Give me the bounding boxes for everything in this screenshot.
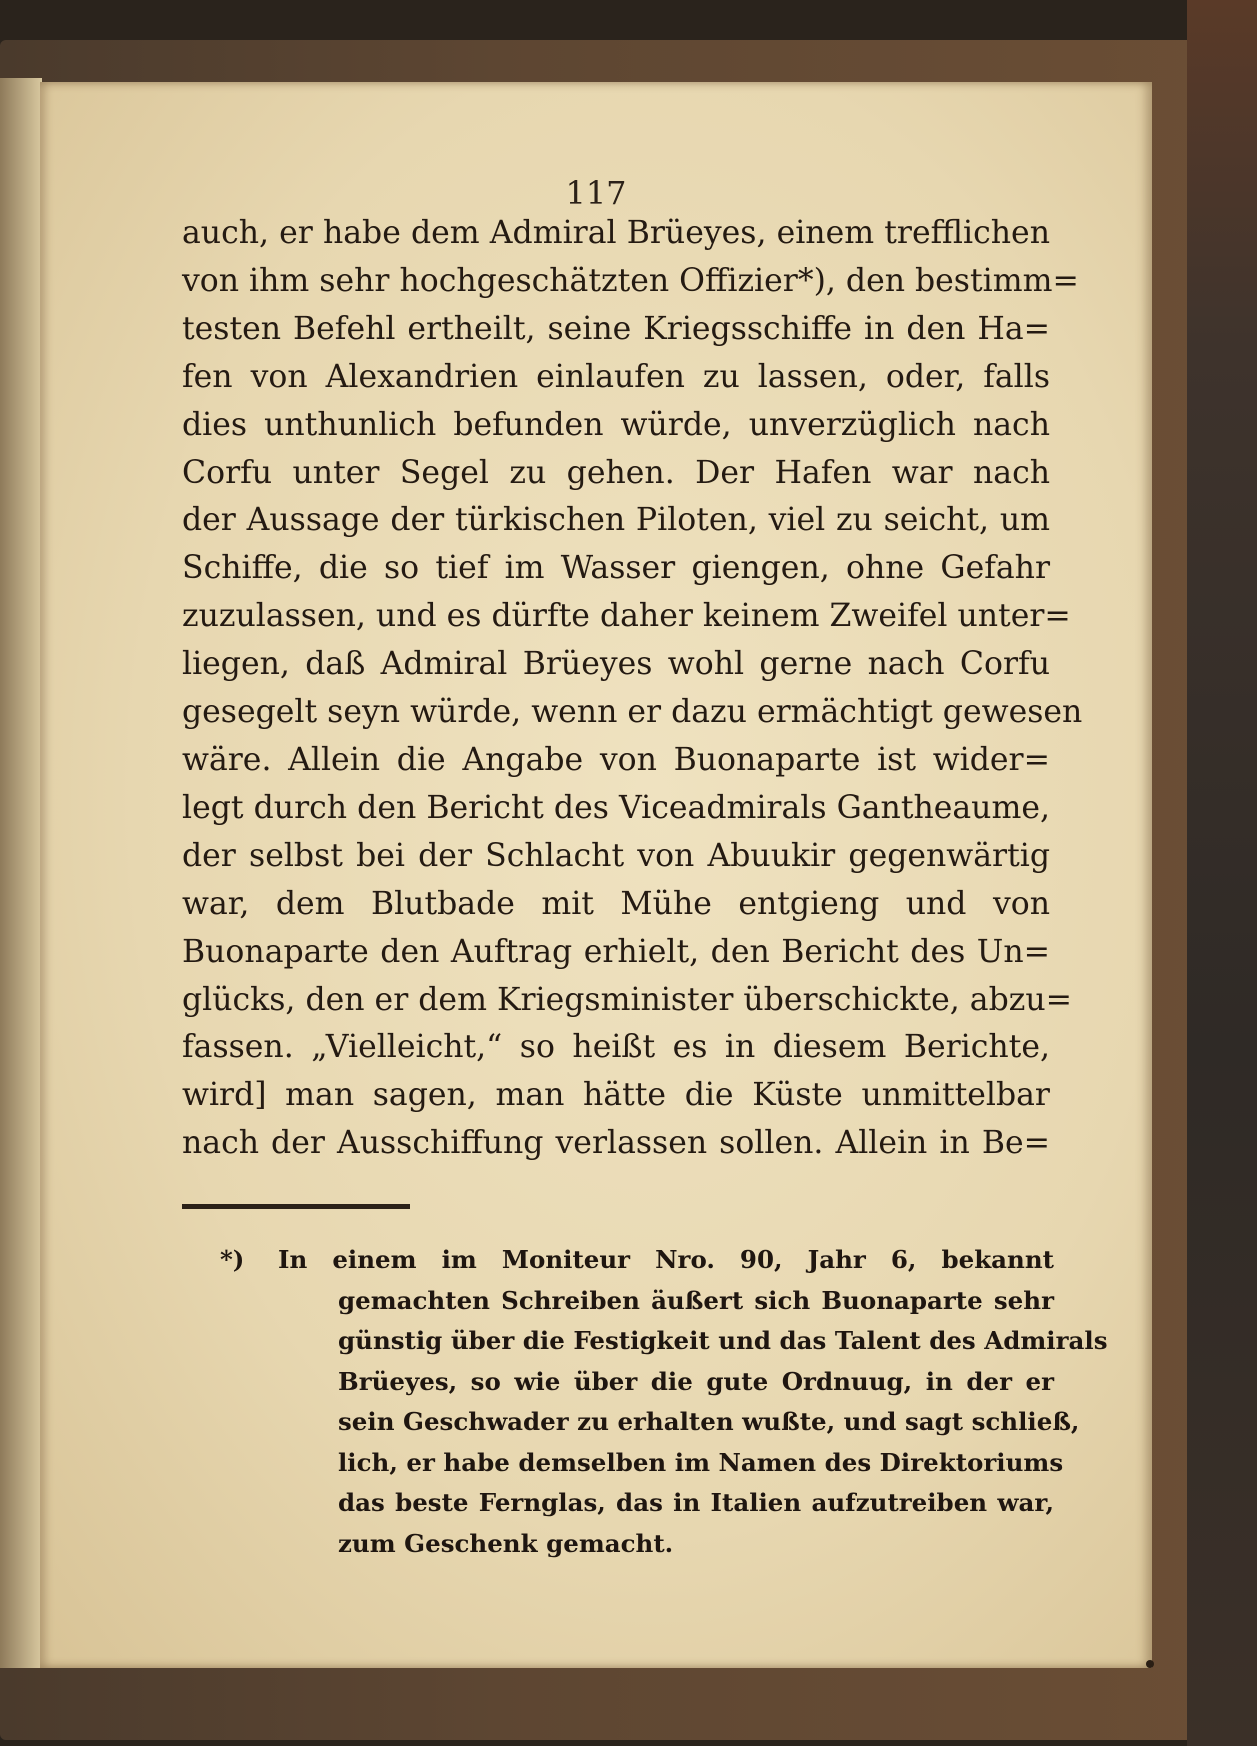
body-line: der selbst bei der Schlacht von Abuukir gegenwärtig [182, 837, 1050, 874]
body-line: liegen, daß Admiral Brüeyes wohl gerne nach Corfu [182, 646, 1050, 683]
footnote-line: günstig über die Festigkeit und das Talent des Admirals [338, 1326, 1108, 1355]
body-line: dies unthunlich befunden würde, unverzüglich nach [182, 406, 1050, 443]
body-line: von ihm sehr hochgeschätzten Offizier*), den bestimm= [182, 262, 1079, 299]
footnote-line: das beste Fernglas, das in Italien aufzutreiben war, [338, 1488, 1054, 1517]
footnote-line: sein Geschwader zu erhalten wußte, und sagt schließ, [338, 1407, 1080, 1436]
body-line: war, dem Blutbade mit Mühe entgieng und von [182, 885, 1050, 922]
body-line: zuzulassen, und es dürfte daher keinem Zweifel unter= [182, 598, 1071, 635]
body-line: glücks, den er dem Kriegsminister überschickte, abzu= [182, 981, 1073, 1018]
footnote-line: lich, er habe demselben im Namen des Direktoriums [338, 1447, 1064, 1477]
body-line: gesegelt seyn würde, wenn er dazu ermächtigt gewesen [182, 694, 1083, 731]
book-page [40, 82, 1152, 1668]
body-line: Buonaparte den Auftrag erhielt, den Bericht des Un= [182, 933, 1050, 970]
ink-speck [1146, 1660, 1154, 1668]
body-line: legt durch den Bericht des Viceadmirals Gantheaume, [182, 789, 1050, 826]
body-line: Schiffe, die so tief im Wasser giengen, ohne Gefahr [182, 550, 1050, 587]
body-line: wird] man sagen, man hätte die Küste unmittelbar [182, 1077, 1050, 1114]
body-line: der Aussage der türkischen Piloten, viel zu seicht, um [182, 502, 1050, 539]
body-line: Corfu unter Segel zu gehen. Der Hafen war nach [182, 454, 1050, 491]
footnote-line [220, 1240, 1054, 1281]
footnote-line: zum Geschenk gemacht. [338, 1528, 674, 1558]
footnote [220, 1240, 1108, 1564]
footnote-line-text: In einem im Moniteur Nro. 90, Jahr 6, bekannt [278, 1245, 1054, 1274]
page-number: 117 [565, 174, 627, 212]
body-text [182, 210, 1083, 1168]
body-line: nach der Ausschiffung verlassen sollen. Allein in Be= [182, 1125, 1050, 1162]
footnote-rule [182, 1204, 410, 1209]
facing-page-edge [0, 78, 42, 1668]
body-line: wäre. Allein die Angabe von Buonaparte ist wider= [182, 741, 1050, 778]
body-line: testen Befehl ertheilt, seine Kriegsschiffe in den Ha= [182, 310, 1050, 347]
body-line: fassen. „Vielleicht,“ so heißt es in diesem Berichte, [182, 1029, 1050, 1066]
footnote-line: Brüeyes, so wie über die gute Ordnuug, in der er [338, 1366, 1054, 1396]
footnote-line: gemachten Schreiben äußert sich Buonaparte sehr [338, 1285, 1054, 1315]
body-line: fen von Alexandrien einlaufen zu lassen, oder, falls [182, 358, 1050, 395]
cover-edge [1187, 0, 1257, 1746]
footnote-marker: *) [220, 1245, 245, 1274]
body-line: auch, er habe dem Admiral Brüeyes, einem trefflichen [182, 215, 1050, 251]
